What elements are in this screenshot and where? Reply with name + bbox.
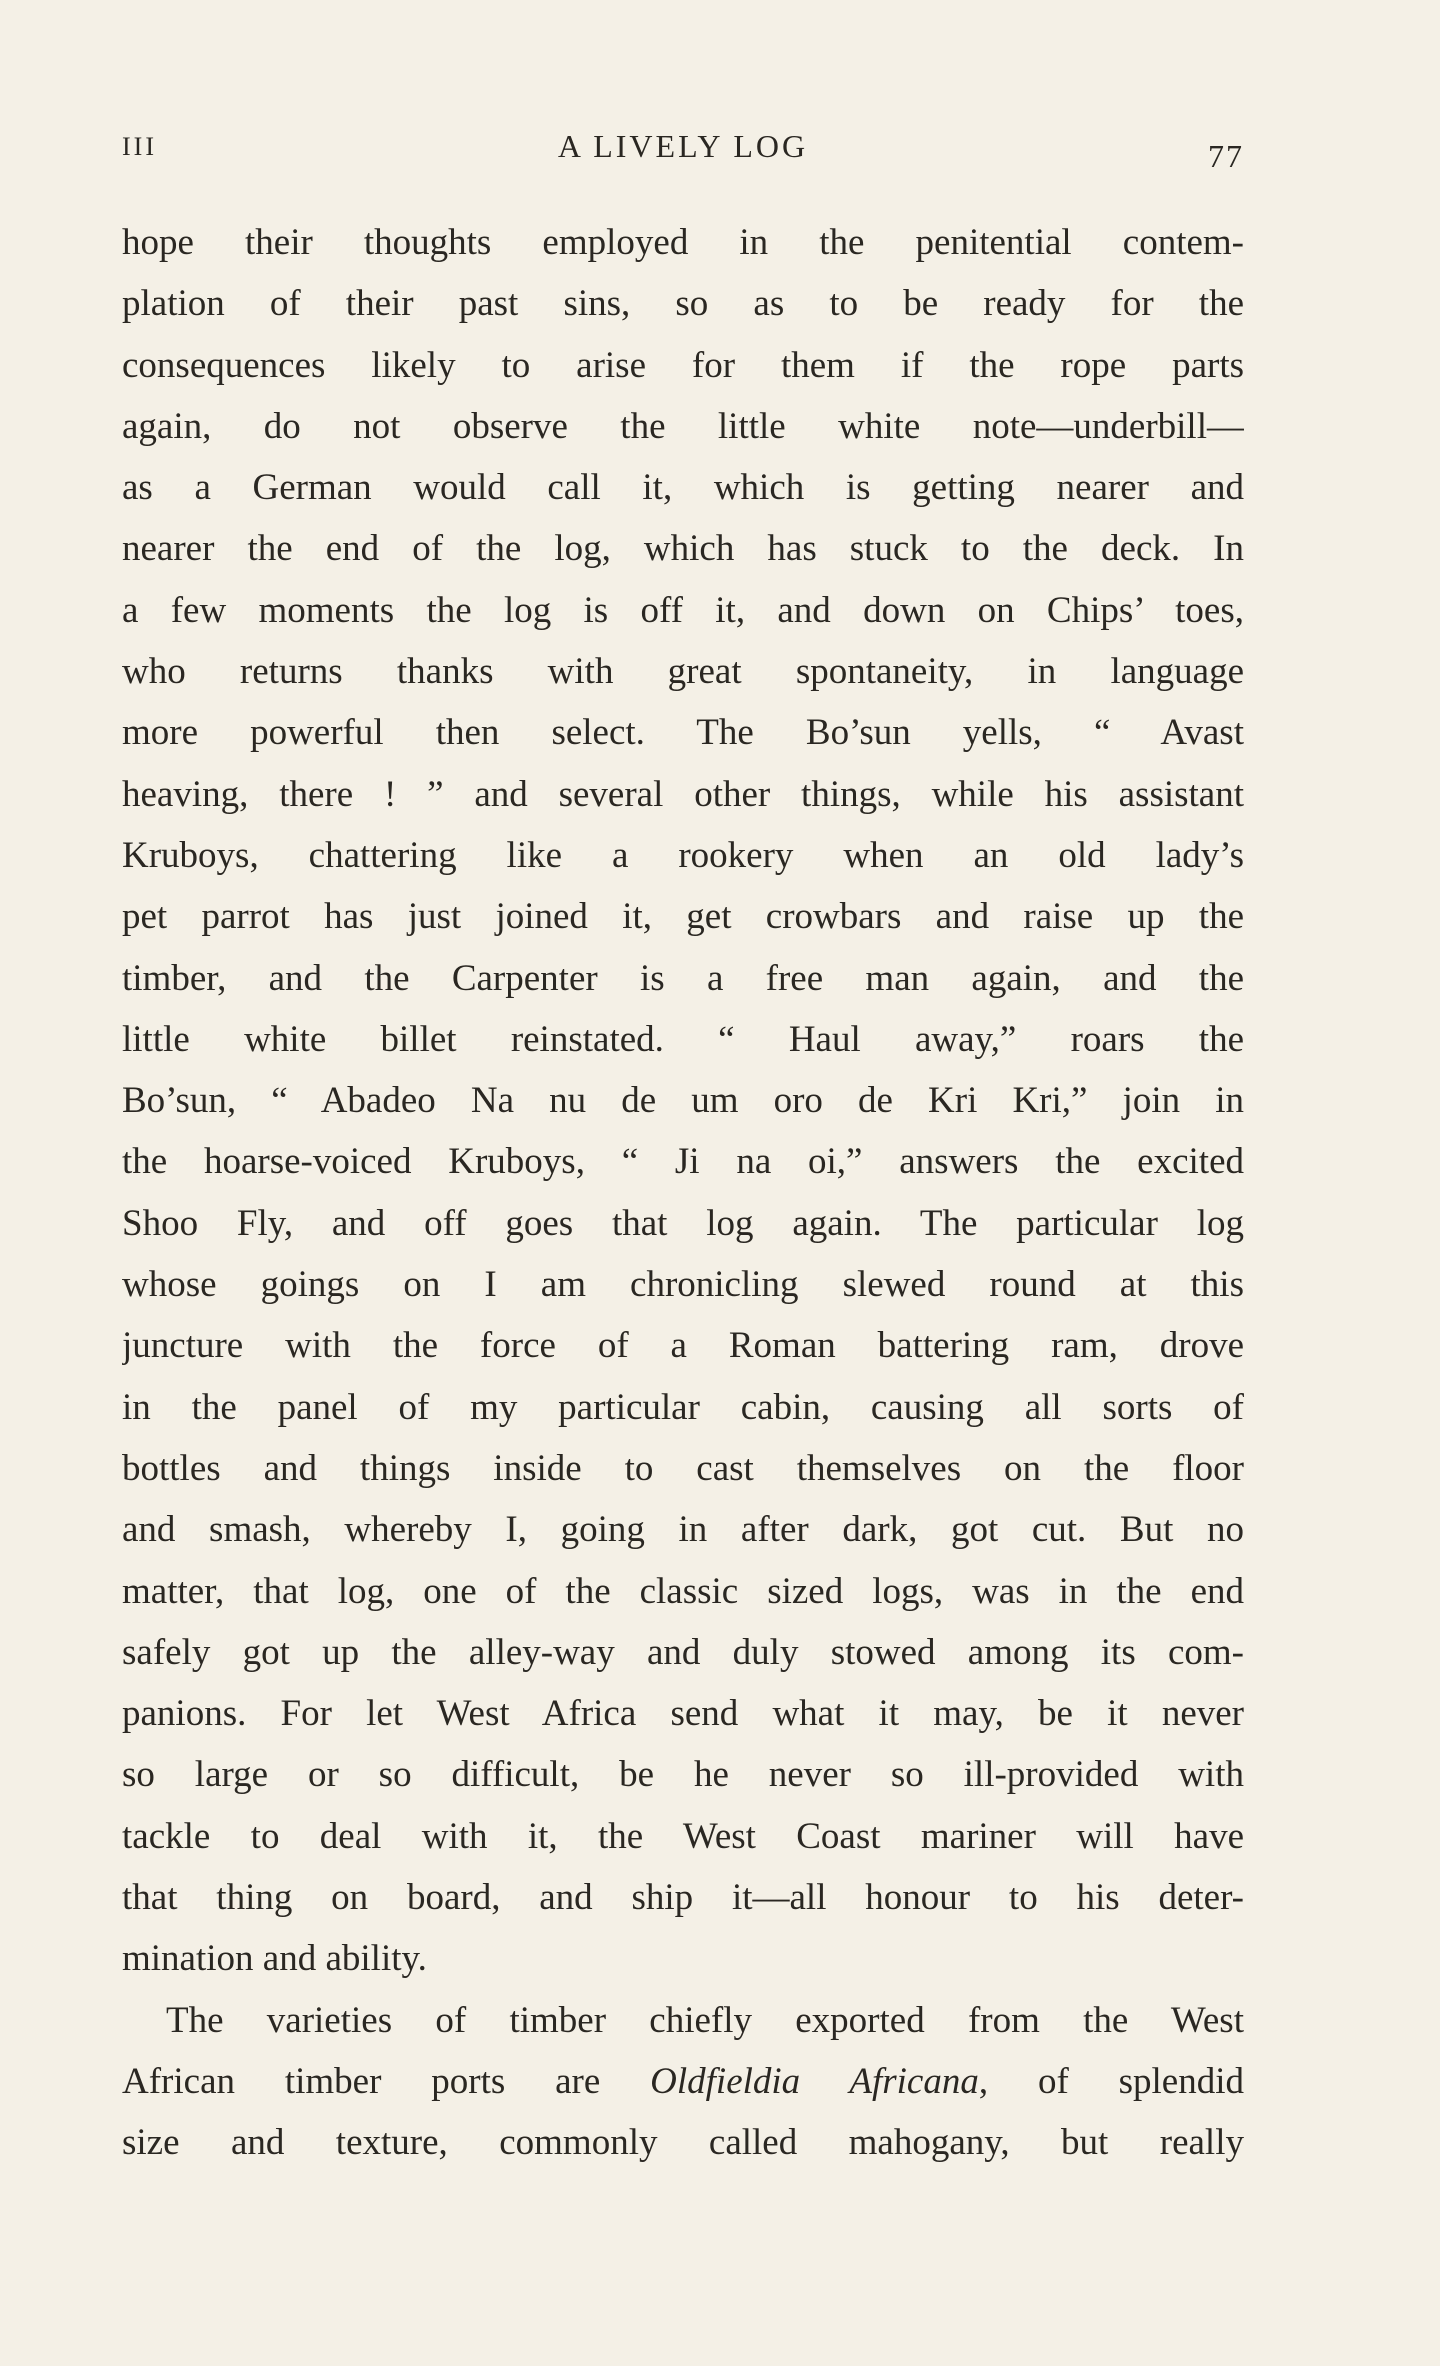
text-line: as a German would call it, which is getting nearer and <box>122 467 1244 509</box>
text-line: a few moments the log is off it, and down on Chips’ toes, <box>122 589 1244 631</box>
text-line: that thing on board, and ship it—all honour to his deter- <box>122 1877 1244 1919</box>
text-line: panions. For let West Africa send what it may, be it never <box>122 1693 1244 1735</box>
text-line: who returns thanks with great spontaneity, in language <box>122 651 1244 693</box>
running-head <box>122 128 1244 176</box>
text-line-with-italic <box>122 2051 1244 2112</box>
text-line: and smash, whereby I, going in after dark, got cut. But no <box>122 1509 1244 1551</box>
text-line: timber, and the Carpenter is a free man again, and the <box>122 957 1244 999</box>
body-text <box>122 212 1244 2174</box>
text-line: matter, that log, one of the classic sized logs, was in the end <box>122 1570 1244 1612</box>
running-title: A LIVELY LOG <box>557 128 809 164</box>
text-line: in the panel of my particular cabin, causing all sorts of <box>122 1386 1244 1428</box>
chapter-number: III <box>122 132 157 161</box>
text-line: heaving, there ! ” and several other things, while his assistant <box>122 773 1244 815</box>
text-line: little white billet reinstated. “ Haul away,” roars the <box>122 1018 1244 1060</box>
text-line: mination and ability. <box>122 1938 427 1980</box>
text-line: tackle to deal with it, the West Coast mariner will have <box>122 1815 1244 1857</box>
text-line: whose goings on I am chronicling slewed round at this <box>122 1264 1244 1306</box>
text-line: hope their thoughts employed in the penitential contem- <box>122 222 1244 263</box>
text-segment: African timber ports are <box>122 2060 651 2102</box>
text-line: again, do not observe the little white note—underbill— <box>122 405 1244 447</box>
text-line: safely got up the alley-way and duly stowed among its com- <box>122 1631 1244 1673</box>
text-line: Bo’sun, “ Abadeo Na nu de um oro de Kri Kri,” join in <box>122 1080 1244 1122</box>
text-segment: , of splendid <box>978 2060 1244 2102</box>
text-line: pet parrot has just joined it, get crowbars and raise up the <box>122 896 1244 938</box>
text-line: nearer the end of the log, which has stuck to the deck. In <box>122 528 1244 570</box>
species-name-italic: Oldfieldia Africana <box>650 2060 979 2102</box>
paragraph-1 <box>122 212 1244 1990</box>
text-line: the hoarse-voiced Kruboys, “ Ji na oi,” answers the excited <box>122 1141 1244 1183</box>
text-line: The varieties of timber chiefly exported from the West <box>166 1999 1244 2041</box>
paragraph-2 <box>122 1990 1244 2174</box>
text-line: consequences likely to arise for them if the rope parts <box>122 344 1244 386</box>
text-line: more powerful then select. The Bo’sun yells, “ Avast <box>122 712 1244 754</box>
text-line: bottles and things inside to cast themselves on the floor <box>122 1447 1244 1489</box>
page-number: 77 <box>1208 138 1244 174</box>
text-line: so large or so difficult, be he never so ill-provided with <box>122 1754 1244 1796</box>
text-line: Kruboys, chattering like a rookery when an old lady’s <box>122 834 1244 876</box>
text-line: size and texture, commonly called mahogany, but really <box>122 2122 1244 2164</box>
text-line: Shoo Fly, and off goes that log again. The particular log <box>122 1202 1244 1244</box>
text-line: plation of their past sins, so as to be ready for the <box>122 283 1244 325</box>
text-line: juncture with the force of a Roman battering ram, drove <box>122 1325 1244 1367</box>
